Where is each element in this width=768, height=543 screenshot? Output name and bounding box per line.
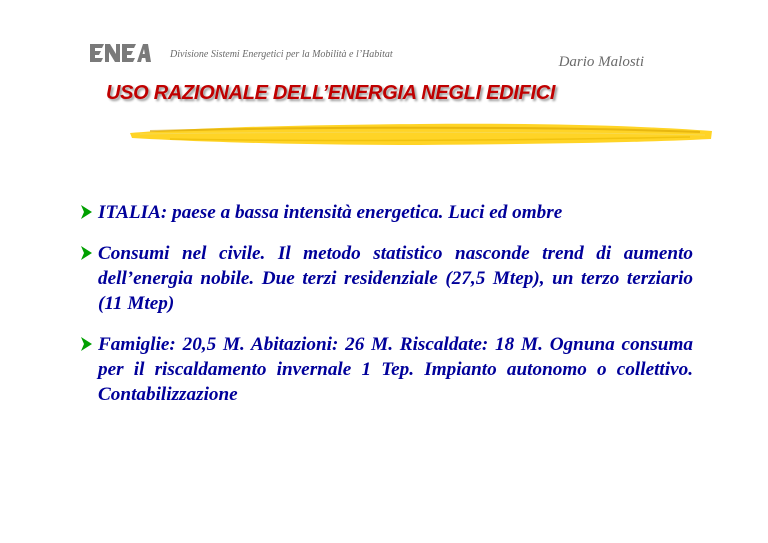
bullet-list	[76, 200, 693, 423]
arrow-bullet-icon	[78, 244, 94, 262]
bullet-item-consumi	[76, 241, 693, 316]
enea-logo	[88, 42, 152, 64]
arrow-bullet-icon	[78, 335, 94, 353]
bullet-text: Famiglie: 20,5 M. Abitazioni: 26 M. Riscaldate: 18 M. Ognuna consuma per il riscaldamento invernale 1 Tep. Impianto autonomo o collettivo. Contabilizzazione	[98, 334, 693, 405]
bullet-item-famiglie	[76, 332, 693, 407]
division-name: Divisione Sistemi Energetici per la Mobilità e l’Habitat	[170, 49, 393, 60]
arrow-bullet-icon	[78, 203, 94, 221]
bullet-item-italia	[76, 200, 693, 225]
bullet-text: Consumi nel civile. Il metodo statistico nasconde trend di aumento dell’energia nobile. Due terzi residenziale (27,5 Mtep), un terzo terziario (11 Mtep)	[98, 243, 693, 314]
author-name: Dario Malosti	[558, 54, 644, 70]
highlighter-stroke	[130, 118, 712, 150]
slide-title: USO RAZIONALE DELL’ENERGIA NEGLI EDIFICI	[106, 82, 556, 104]
bullet-text: ITALIA: paese a bassa intensità energetica. Luci ed ombre	[98, 202, 563, 223]
